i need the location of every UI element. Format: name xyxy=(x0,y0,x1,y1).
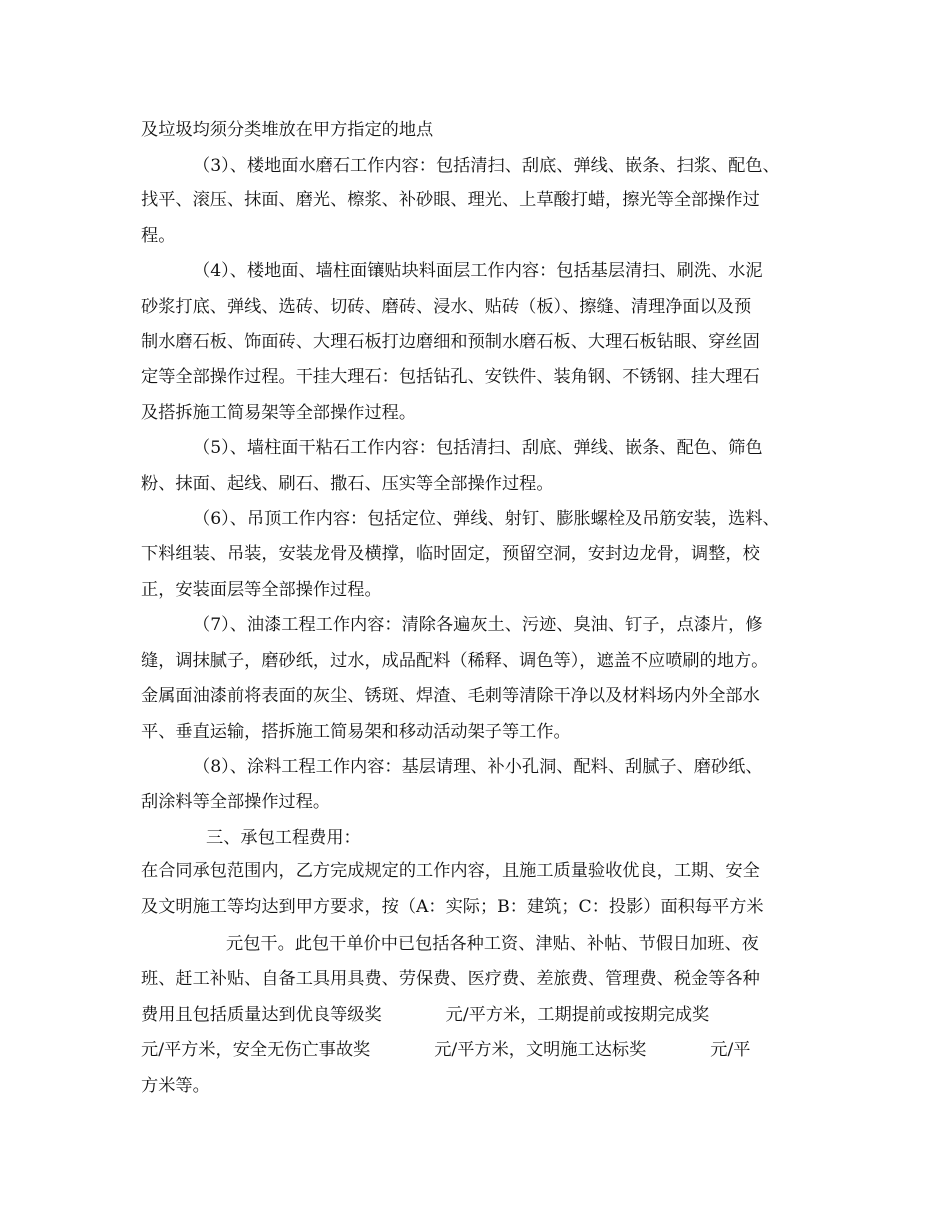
text-line: 粉、抹面、起线、刷石、撒石、压实等全部操作过程。 xyxy=(141,474,554,494)
section-heading: 三、承包工程费用： xyxy=(206,828,361,848)
text-line: （6）、吊顶工作内容：包括定位、弹线、射钉、膨胀螺栓及吊筋安装，选料、 xyxy=(193,509,780,529)
text-segment: 元/平方米，工期提前或按期完成奖 xyxy=(445,1005,710,1025)
text-line-fees-1 xyxy=(141,1000,709,1030)
text-line: 平、垂直运输，搭拆施工简易架和移动活动架子等工作。 xyxy=(141,722,571,742)
text-line: （8）、涂料工程工作内容：基层请理、补小孔洞、配料、刮腻子、磨砂纸、 xyxy=(193,757,763,777)
text-line: 班、赶工补贴、自备工具用具费、劳保费、医疗费、差旅费、管理费、税金等各种 xyxy=(141,969,760,989)
text-line: 在合同承包范围内，乙方完成规定的工作内容，且施工质量验收优良，工期、安全 xyxy=(141,861,760,881)
text-line: （4）、楼地面、墙柱面镶贴块料面层工作内容：包括基层清扫、刷洗、水泥 xyxy=(193,261,763,281)
text-line: 及垃圾均须分类堆放在甲方指定的地点 xyxy=(141,120,434,140)
text-line: （5）、墙柱面干粘石工作内容：包括清扫、刮底、弹线、嵌条、配色、筛色 xyxy=(193,438,763,458)
text-line: 金属面油漆前将表面的灰尘、锈斑、焊渣、毛刺等清除干净以及材料场内外全部水 xyxy=(141,686,760,706)
text-line: （3）、楼地面水磨石工作内容：包括清扫、刮底、弹线、嵌条、扫浆、配色、 xyxy=(193,156,780,176)
text-line-fees-2 xyxy=(141,1035,750,1065)
text-segment: 元/平方米，文明施工达标奖 xyxy=(434,1040,647,1060)
text-line: 刮涂料等全部操作过程。 xyxy=(141,792,331,812)
text-line: 方米等。 xyxy=(141,1076,210,1096)
text-line: 找平、滚压、抹面、磨光、檫浆、补砂眼、理光、上草酸打蜡，擦光等全部操作过 xyxy=(141,190,760,210)
text-line: 缝，调抹腻子，磨砂纸，过水，成品配料（稀释、调色等），遮盖不应喷刷的地方。 xyxy=(141,651,769,671)
text-line: 元包干。此包干单价中已包括各种工资、津贴、补帖、节假日加班、夜 xyxy=(226,934,759,954)
text-segment: 元/平方米，安全无伤亡事故奖 xyxy=(141,1040,371,1060)
text-line: 及搭拆施工简易架等全部操作过程。 xyxy=(141,403,417,423)
text-line: 下料组装、吊装，安装龙骨及横撑，临时固定，预留空洞，安封边龙骨，调整，校 xyxy=(141,544,760,564)
text-segment: 元/平 xyxy=(710,1040,751,1060)
text-line: 及文明施工等均达到甲方要求，按（A：实际；B：建筑；C：投影）面积每平方米 xyxy=(141,897,764,917)
text-line: 程。 xyxy=(141,226,176,246)
text-line: 砂浆打底、弹线、选砖、切砖、磨砖、浸水、贴砖（板）、擦缝、清理净面以及预 xyxy=(141,297,752,317)
text-line: （7）、油漆工程工作内容：清除各遍灰土、污迹、臭油、钉子，点漆片，修 xyxy=(193,615,763,635)
text-line: 制水磨石板、饰面砖、大理石板打边磨细和预制水磨石板、大理石板钻眼、穿丝固 xyxy=(141,332,760,352)
text-line: 正，安装面层等全部操作过程。 xyxy=(141,580,382,600)
text-segment: 费用且包括质量达到优良等级奖 xyxy=(141,1005,382,1025)
text-line: 定等全部操作过程。干挂大理石：包括钻孔、安铁件、装角钢、不锈钢、挂大理石 xyxy=(141,367,760,387)
